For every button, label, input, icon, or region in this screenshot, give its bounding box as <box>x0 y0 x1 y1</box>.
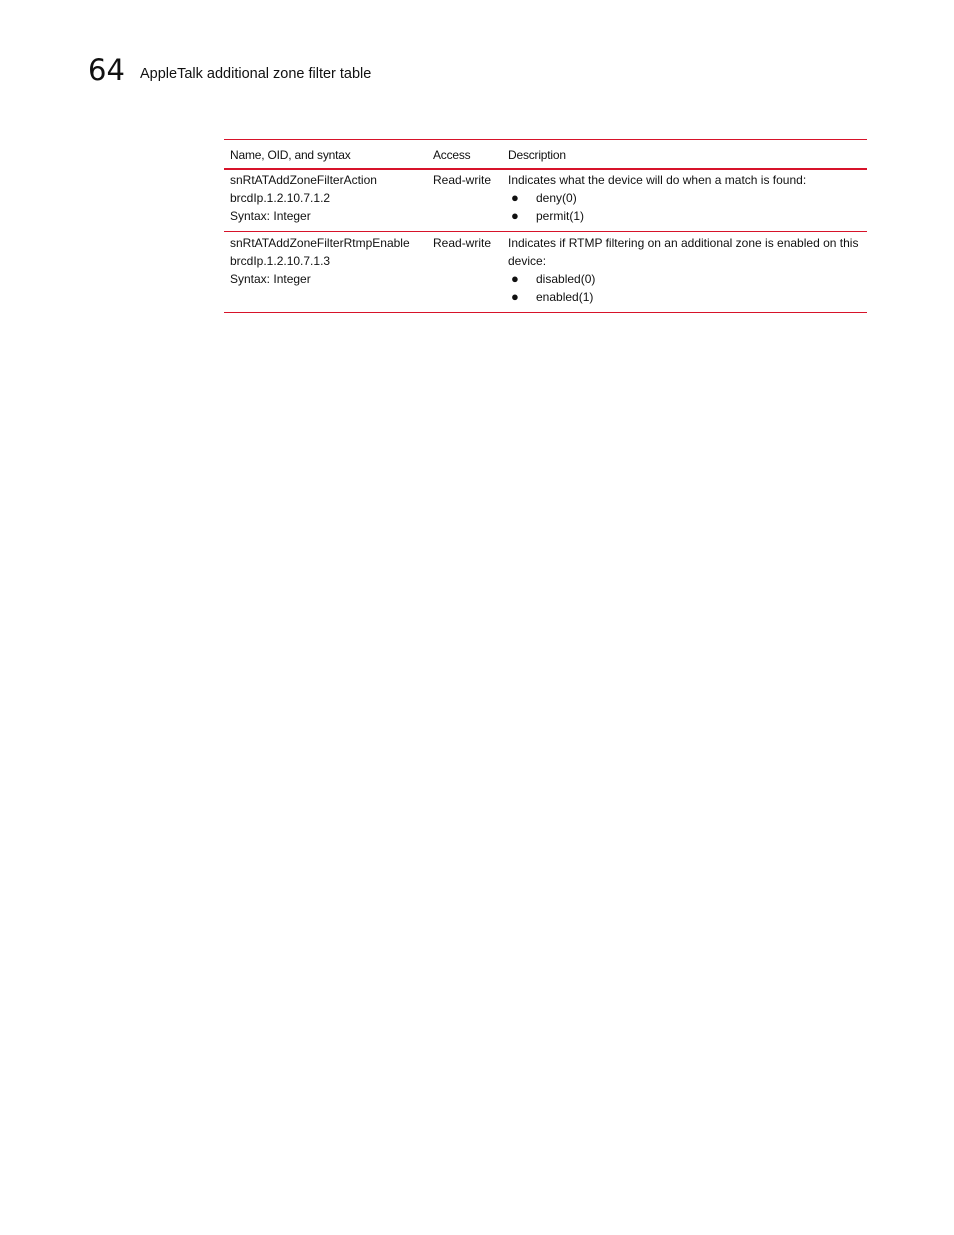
value-list <box>508 189 861 225</box>
column-header-name: Name, OID, and syntax <box>224 140 427 170</box>
description-cell <box>502 169 867 232</box>
bullet-icon: ● <box>511 289 519 304</box>
description-text: Indicates if RTMP filtering on an additional zone is enabled on this device: <box>508 236 859 268</box>
bullet-icon: ● <box>511 190 519 205</box>
list-item <box>508 189 861 207</box>
object-oid: brcdIp.1.2.10.7.1.2 <box>230 191 331 205</box>
list-item-label: disabled(0) <box>536 272 596 286</box>
name-oid-syntax-cell <box>224 169 427 232</box>
running-head-title: AppleTalk additional zone filter table <box>140 66 372 82</box>
access-value: Read-write <box>433 173 492 187</box>
mib-object-table <box>224 139 867 313</box>
object-oid: brcdIp.1.2.10.7.1.3 <box>230 254 331 268</box>
list-item <box>508 207 861 225</box>
object-syntax: Syntax: Integer <box>230 272 311 286</box>
list-item-label: permit(1) <box>536 209 585 223</box>
bullet-icon: ● <box>511 208 519 223</box>
object-name: snRtATAddZoneFilterAction <box>230 173 377 187</box>
access-cell <box>427 169 502 232</box>
bullet-icon: ● <box>511 271 519 286</box>
object-syntax: Syntax: Integer <box>230 209 311 223</box>
column-header-access: Access <box>427 140 502 170</box>
list-item <box>508 288 861 306</box>
table-row <box>224 169 867 232</box>
column-header-description: Description <box>502 140 867 170</box>
object-name: snRtATAddZoneFilterRtmpEnable <box>230 236 410 250</box>
table-row <box>224 232 867 313</box>
chapter-number: 64 <box>88 53 125 87</box>
name-oid-syntax-cell <box>224 232 427 313</box>
description-cell <box>502 232 867 313</box>
list-item <box>508 270 861 288</box>
value-list <box>508 270 861 306</box>
list-item-label: deny(0) <box>536 191 577 205</box>
access-value: Read-write <box>433 236 492 250</box>
description-text: Indicates what the device will do when a match is found: <box>508 173 807 187</box>
access-cell <box>427 232 502 313</box>
list-item-label: enabled(1) <box>536 290 594 304</box>
table-header-row <box>224 140 867 170</box>
